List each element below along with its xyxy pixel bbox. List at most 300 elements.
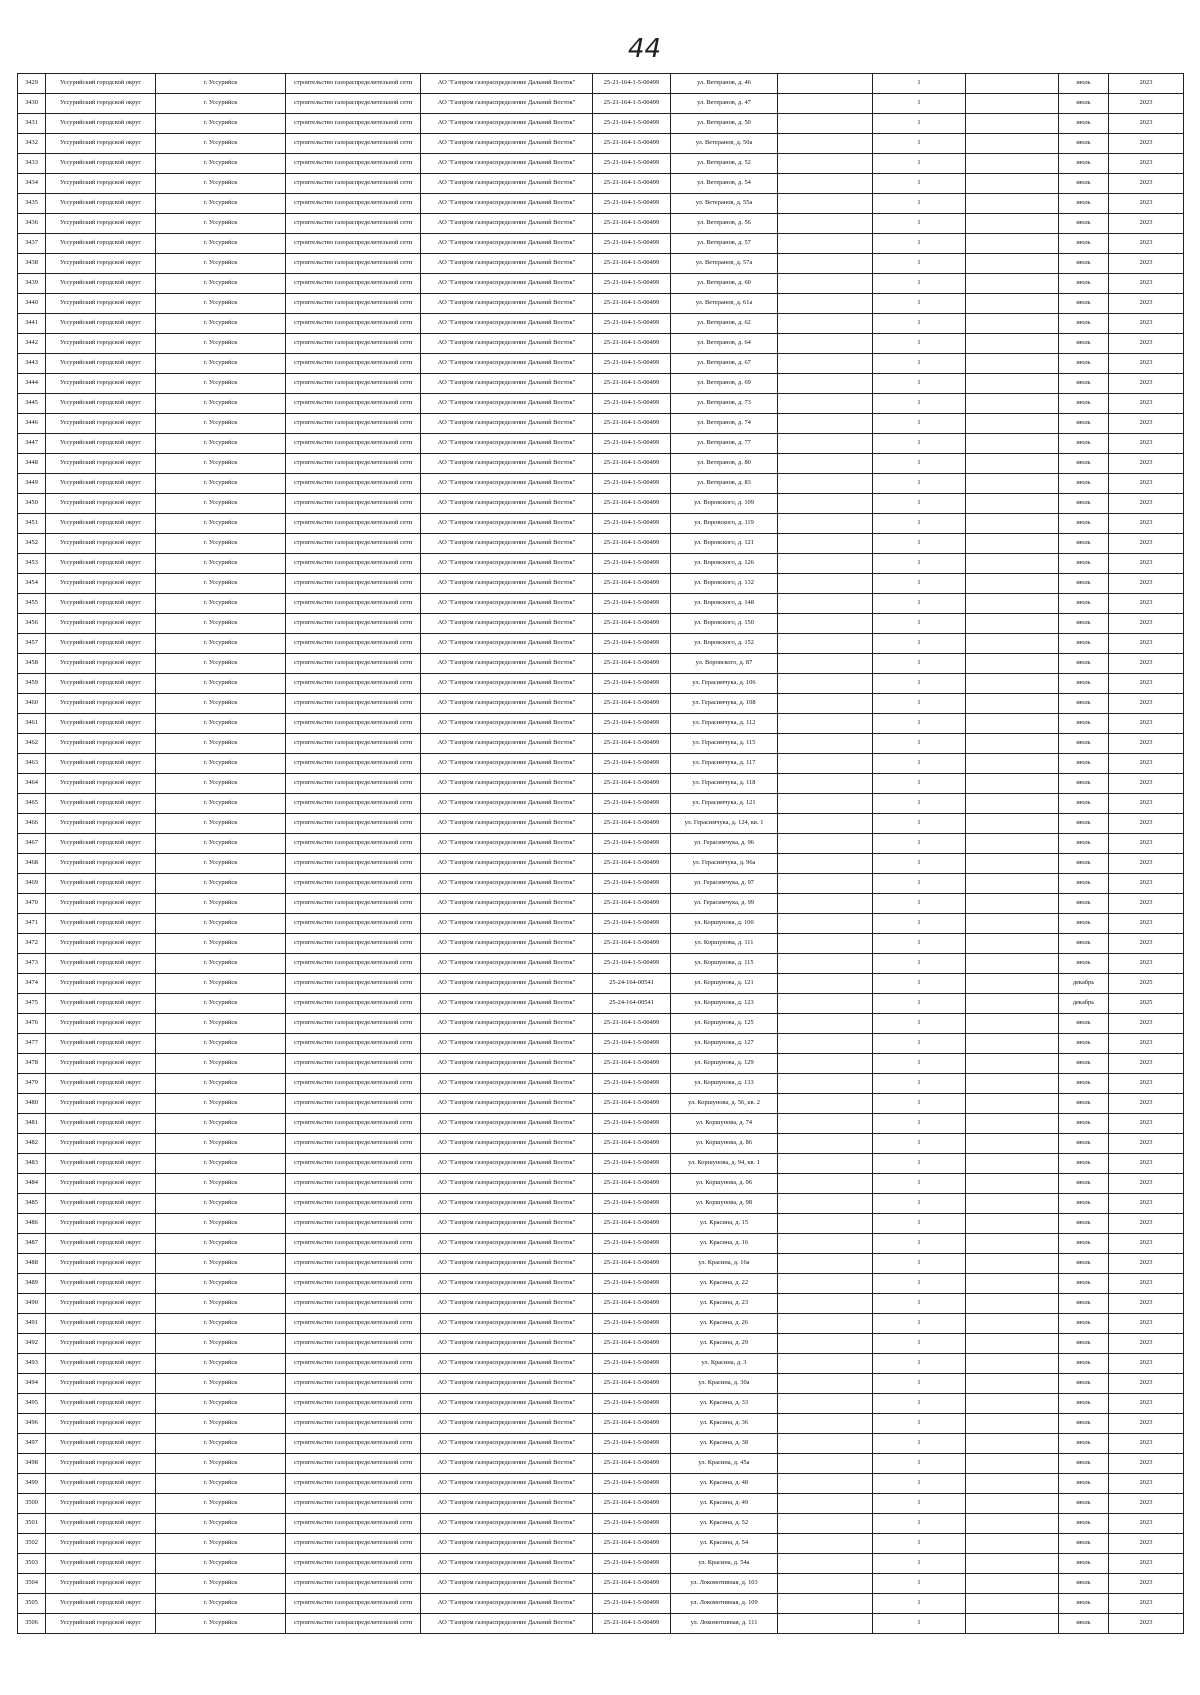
settlement-cell: г. Уссурийск <box>156 794 286 814</box>
settlement-cell: г. Уссурийск <box>156 594 286 614</box>
settlement-cell: г. Уссурийск <box>156 314 286 334</box>
address-cell: ул. Герасимчука, д. 112 <box>671 714 778 734</box>
organization-cell: АО "Газпром газораспределение Дальний Восток" <box>421 874 593 894</box>
settlement-cell: г. Уссурийск <box>156 114 286 134</box>
address-cell: ул. Красина, д. 49 <box>671 1494 778 1514</box>
month-cell: июль <box>1059 234 1109 254</box>
municipality-cell: Уссурийский городской округ <box>46 534 156 554</box>
settlement-cell: г. Уссурийск <box>156 494 286 514</box>
quantity-cell: 1 <box>873 894 966 914</box>
empty-column-cell <box>778 274 873 294</box>
permit-number-cell: 25-21-164-1-5-00499 <box>593 614 671 634</box>
empty-column-cell <box>966 314 1059 334</box>
work-type-cell: строительство газораспределительной сети <box>286 254 421 274</box>
month-cell: июль <box>1059 654 1109 674</box>
month-cell: июль <box>1059 754 1109 774</box>
empty-column-cell <box>966 754 1059 774</box>
table-row <box>18 1214 1184 1234</box>
page-number: 44 <box>628 34 662 64</box>
organization-cell: АО "Газпром газораспределение Дальний Восток" <box>421 634 593 654</box>
permit-number-cell: 25-21-164-1-5-00499 <box>593 1594 671 1614</box>
month-cell: июль <box>1059 1614 1109 1634</box>
organization-cell: АО "Газпром газораспределение Дальний Восток" <box>421 1114 593 1134</box>
empty-column-cell <box>778 234 873 254</box>
month-cell: июль <box>1059 174 1109 194</box>
organization-cell: АО "Газпром газораспределение Дальний Восток" <box>421 814 593 834</box>
work-type-cell: строительство газораспределительной сети <box>286 1394 421 1414</box>
table-row <box>18 654 1184 674</box>
address-cell: ул. Герасимчука, д. 124, кв. 1 <box>671 814 778 834</box>
organization-cell: АО "Газпром газораспределение Дальний Восток" <box>421 1194 593 1214</box>
empty-column-cell <box>778 674 873 694</box>
settlement-cell: г. Уссурийск <box>156 534 286 554</box>
month-cell: июль <box>1059 94 1109 114</box>
permit-number-cell: 25-21-164-1-5-00499 <box>593 254 671 274</box>
address-cell: ул. Ветеранов, д. 54 <box>671 174 778 194</box>
address-cell: ул. Герасимчука, д. 118 <box>671 774 778 794</box>
settlement-cell: г. Уссурийск <box>156 894 286 914</box>
settlement-cell: г. Уссурийск <box>156 394 286 414</box>
settlement-cell: г. Уссурийск <box>156 354 286 374</box>
settlement-cell: г. Уссурийск <box>156 694 286 714</box>
quantity-cell: 1 <box>873 474 966 494</box>
quantity-cell: 1 <box>873 134 966 154</box>
organization-cell: АО "Газпром газораспределение Дальний Восток" <box>421 1394 593 1414</box>
table-row <box>18 634 1184 654</box>
permit-number-cell: 25-21-164-1-5-00499 <box>593 1414 671 1434</box>
municipality-cell: Уссурийский городской округ <box>46 574 156 594</box>
row-number-cell: 3435 <box>18 194 46 214</box>
organization-cell: АО "Газпром газораспределение Дальний Восток" <box>421 1054 593 1074</box>
month-cell: июль <box>1059 254 1109 274</box>
work-type-cell: строительство газораспределительной сети <box>286 334 421 354</box>
year-cell: 2023 <box>1109 834 1184 854</box>
permit-number-cell: 25-21-164-1-5-00499 <box>593 794 671 814</box>
organization-cell: АО "Газпром газораспределение Дальний Восток" <box>421 534 593 554</box>
municipality-cell: Уссурийский городской округ <box>46 154 156 174</box>
organization-cell: АО "Газпром газораспределение Дальний Восток" <box>421 334 593 354</box>
settlement-cell: г. Уссурийск <box>156 814 286 834</box>
month-cell: июль <box>1059 574 1109 594</box>
row-number-cell: 3488 <box>18 1254 46 1274</box>
work-type-cell: строительство газораспределительной сети <box>286 294 421 314</box>
empty-column-cell <box>966 454 1059 474</box>
empty-column-cell <box>966 1534 1059 1554</box>
address-cell: ул. Воровского, д. 150 <box>671 614 778 634</box>
empty-column-cell <box>778 774 873 794</box>
table-row <box>18 454 1184 474</box>
address-cell: ул. Герасимчука, д. 117 <box>671 754 778 774</box>
municipality-cell: Уссурийский городской округ <box>46 434 156 454</box>
work-type-cell: строительство газораспределительной сети <box>286 954 421 974</box>
settlement-cell: г. Уссурийск <box>156 1094 286 1114</box>
table-row <box>18 1514 1184 1534</box>
municipality-cell: Уссурийский городской округ <box>46 294 156 314</box>
table-row <box>18 1374 1184 1394</box>
permit-number-cell: 25-21-164-1-5-00499 <box>593 1054 671 1074</box>
row-number-cell: 3461 <box>18 714 46 734</box>
empty-column-cell <box>966 534 1059 554</box>
work-type-cell: строительство газораспределительной сети <box>286 854 421 874</box>
work-type-cell: строительство газораспределительной сети <box>286 1134 421 1154</box>
organization-cell: АО "Газпром газораспределение Дальний Восток" <box>421 374 593 394</box>
year-cell: 2023 <box>1109 1374 1184 1394</box>
year-cell: 2023 <box>1109 134 1184 154</box>
quantity-cell: 1 <box>873 634 966 654</box>
year-cell: 2023 <box>1109 74 1184 94</box>
month-cell: июль <box>1059 794 1109 814</box>
quantity-cell: 1 <box>873 274 966 294</box>
month-cell: июль <box>1059 894 1109 914</box>
settlement-cell: г. Уссурийск <box>156 714 286 734</box>
month-cell: июль <box>1059 74 1109 94</box>
quantity-cell: 1 <box>873 374 966 394</box>
empty-column-cell <box>778 174 873 194</box>
table-row <box>18 1354 1184 1374</box>
month-cell: июль <box>1059 1174 1109 1194</box>
empty-column-cell <box>966 694 1059 714</box>
permit-number-cell: 25-24-164-00541 <box>593 994 671 1014</box>
row-number-cell: 3466 <box>18 814 46 834</box>
empty-column-cell <box>966 854 1059 874</box>
quantity-cell: 1 <box>873 534 966 554</box>
work-type-cell: строительство газораспределительной сети <box>286 1454 421 1474</box>
work-type-cell: строительство газораспределительной сети <box>286 374 421 394</box>
organization-cell: АО "Газпром газораспределение Дальний Восток" <box>421 1574 593 1594</box>
quantity-cell: 1 <box>873 734 966 754</box>
empty-column-cell <box>778 394 873 414</box>
settlement-cell: г. Уссурийск <box>156 1534 286 1554</box>
table-row <box>18 914 1184 934</box>
work-type-cell: строительство газораспределительной сети <box>286 434 421 454</box>
work-type-cell: строительство газораспределительной сети <box>286 1494 421 1514</box>
work-type-cell: строительство газораспределительной сети <box>286 314 421 334</box>
row-number-cell: 3450 <box>18 494 46 514</box>
organization-cell: АО "Газпром газораспределение Дальний Восток" <box>421 134 593 154</box>
table-row <box>18 934 1184 954</box>
empty-column-cell <box>778 834 873 854</box>
work-type-cell: строительство газораспределительной сети <box>286 1114 421 1134</box>
row-number-cell: 3451 <box>18 514 46 534</box>
table-row <box>18 1474 1184 1494</box>
organization-cell: АО "Газпром газораспределение Дальний Восток" <box>421 1454 593 1474</box>
organization-cell: АО "Газпром газораспределение Дальний Восток" <box>421 794 593 814</box>
municipality-cell: Уссурийский городской округ <box>46 654 156 674</box>
month-cell: июль <box>1059 1094 1109 1114</box>
address-cell: ул. Ветеранов, д. 52 <box>671 154 778 174</box>
table-row <box>18 414 1184 434</box>
table-row <box>18 314 1184 334</box>
organization-cell: АО "Газпром газораспределение Дальний Восток" <box>421 394 593 414</box>
empty-column-cell <box>966 1354 1059 1374</box>
quantity-cell: 1 <box>873 614 966 634</box>
year-cell: 2023 <box>1109 514 1184 534</box>
settlement-cell: г. Уссурийск <box>156 1294 286 1314</box>
row-number-cell: 3453 <box>18 554 46 574</box>
quantity-cell: 1 <box>873 1394 966 1414</box>
row-number-cell: 3484 <box>18 1174 46 1194</box>
organization-cell: АО "Газпром газораспределение Дальний Восток" <box>421 1134 593 1154</box>
row-number-cell: 3475 <box>18 994 46 1014</box>
work-type-cell: строительство газораспределительной сети <box>286 74 421 94</box>
organization-cell: АО "Газпром газораспределение Дальний Восток" <box>421 674 593 694</box>
municipality-cell: Уссурийский городской округ <box>46 794 156 814</box>
settlement-cell: г. Уссурийск <box>156 474 286 494</box>
year-cell: 2023 <box>1109 1234 1184 1254</box>
year-cell: 2023 <box>1109 1174 1184 1194</box>
permit-number-cell: 25-21-164-1-5-00499 <box>593 1134 671 1154</box>
municipality-cell: Уссурийский городской округ <box>46 474 156 494</box>
settlement-cell: г. Уссурийск <box>156 1054 286 1074</box>
organization-cell: АО "Газпром газораспределение Дальний Восток" <box>421 1294 593 1314</box>
organization-cell: АО "Газпром газораспределение Дальний Восток" <box>421 1274 593 1294</box>
address-cell: ул. Ветеранов, д. 64 <box>671 334 778 354</box>
municipality-cell: Уссурийский городской округ <box>46 274 156 294</box>
settlement-cell: г. Уссурийск <box>156 254 286 274</box>
month-cell: июль <box>1059 1374 1109 1394</box>
work-type-cell: строительство газораспределительной сети <box>286 1014 421 1034</box>
year-cell: 2023 <box>1109 1574 1184 1594</box>
year-cell: 2023 <box>1109 1254 1184 1274</box>
empty-column-cell <box>966 834 1059 854</box>
work-type-cell: строительство газораспределительной сети <box>286 514 421 534</box>
empty-column-cell <box>966 1194 1059 1214</box>
settlement-cell: г. Уссурийск <box>156 554 286 574</box>
address-cell: ул. Воровского, д. 119 <box>671 514 778 534</box>
settlement-cell: г. Уссурийск <box>156 1434 286 1454</box>
month-cell: июль <box>1059 874 1109 894</box>
municipality-cell: Уссурийский городской округ <box>46 994 156 1014</box>
year-cell: 2023 <box>1109 734 1184 754</box>
empty-column-cell <box>966 1374 1059 1394</box>
address-cell: ул. Красина, д. 38 <box>671 1434 778 1454</box>
empty-column-cell <box>966 1314 1059 1334</box>
work-type-cell: строительство газораспределительной сети <box>286 414 421 434</box>
permit-number-cell: 25-21-164-1-5-00499 <box>593 934 671 954</box>
organization-cell: АО "Газпром газораспределение Дальний Восток" <box>421 94 593 114</box>
year-cell: 2023 <box>1109 1134 1184 1154</box>
municipality-cell: Уссурийский городской округ <box>46 814 156 834</box>
empty-column-cell <box>966 1514 1059 1534</box>
address-cell: ул. Ветеранов, д. 56 <box>671 214 778 234</box>
empty-column-cell <box>966 474 1059 494</box>
organization-cell: АО "Газпром газораспределение Дальний Восток" <box>421 994 593 1014</box>
row-number-cell: 3469 <box>18 874 46 894</box>
organization-cell: АО "Газпром газораспределение Дальний Восток" <box>421 1334 593 1354</box>
address-cell: ул. Коршунова, д. 94, кв. 1 <box>671 1154 778 1174</box>
address-cell: ул. Красина, д. 22 <box>671 1274 778 1294</box>
settlement-cell: г. Уссурийск <box>156 1374 286 1394</box>
settlement-cell: г. Уссурийск <box>156 94 286 114</box>
municipality-cell: Уссурийский городской округ <box>46 174 156 194</box>
municipality-cell: Уссурийский городской округ <box>46 354 156 374</box>
year-cell: 2023 <box>1109 1274 1184 1294</box>
quantity-cell: 1 <box>873 834 966 854</box>
address-cell: ул. Ветеранов, д. 57 <box>671 234 778 254</box>
row-number-cell: 3464 <box>18 774 46 794</box>
quantity-cell: 1 <box>873 254 966 274</box>
row-number-cell: 3481 <box>18 1114 46 1134</box>
month-cell: июль <box>1059 594 1109 614</box>
permit-number-cell: 25-21-164-1-5-00499 <box>593 434 671 454</box>
work-type-cell: строительство газораспределительной сети <box>286 1094 421 1114</box>
empty-column-cell <box>966 874 1059 894</box>
empty-column-cell <box>966 194 1059 214</box>
work-type-cell: строительство газораспределительной сети <box>286 934 421 954</box>
permit-number-cell: 25-21-164-1-5-00499 <box>593 194 671 214</box>
empty-column-cell <box>966 634 1059 654</box>
row-number-cell: 3487 <box>18 1234 46 1254</box>
settlement-cell: г. Уссурийск <box>156 414 286 434</box>
year-cell: 2023 <box>1109 694 1184 714</box>
table-row <box>18 1454 1184 1474</box>
organization-cell: АО "Газпром газораспределение Дальний Восток" <box>421 1234 593 1254</box>
permit-number-cell: 25-21-164-1-5-00499 <box>593 534 671 554</box>
year-cell: 2023 <box>1109 1474 1184 1494</box>
organization-cell: АО "Газпром газораспределение Дальний Восток" <box>421 74 593 94</box>
month-cell: июль <box>1059 154 1109 174</box>
year-cell: 2023 <box>1109 194 1184 214</box>
address-cell: ул. Герасимчука, д. 121 <box>671 794 778 814</box>
empty-column-cell <box>778 414 873 434</box>
permit-number-cell: 25-21-164-1-5-00499 <box>593 74 671 94</box>
empty-column-cell <box>966 1334 1059 1354</box>
permit-number-cell: 25-21-164-1-5-00499 <box>593 314 671 334</box>
municipality-cell: Уссурийский городской округ <box>46 1154 156 1174</box>
address-cell: ул. Коршунова, д. 127 <box>671 1034 778 1054</box>
table-row <box>18 94 1184 114</box>
permit-number-cell: 25-21-164-1-5-00499 <box>593 294 671 314</box>
settlement-cell: г. Уссурийск <box>156 1594 286 1614</box>
work-type-cell: строительство газораспределительной сети <box>286 1054 421 1074</box>
permit-number-cell: 25-21-164-1-5-00499 <box>593 94 671 114</box>
quantity-cell: 1 <box>873 714 966 734</box>
municipality-cell: Уссурийский городской округ <box>46 494 156 514</box>
municipality-cell: Уссурийский городской округ <box>46 734 156 754</box>
address-cell: ул. Ветеранов, д. 77 <box>671 434 778 454</box>
empty-column-cell <box>778 1214 873 1234</box>
empty-column-cell <box>778 934 873 954</box>
row-number-cell: 3432 <box>18 134 46 154</box>
municipality-cell: Уссурийский городской округ <box>46 1574 156 1594</box>
empty-column-cell <box>778 794 873 814</box>
municipality-cell: Уссурийский городской округ <box>46 1194 156 1214</box>
year-cell: 2023 <box>1109 614 1184 634</box>
municipality-cell: Уссурийский городской округ <box>46 854 156 874</box>
empty-column-cell <box>778 254 873 274</box>
row-number-cell: 3431 <box>18 114 46 134</box>
month-cell: июль <box>1059 734 1109 754</box>
table-row <box>18 714 1184 734</box>
quantity-cell: 1 <box>873 1334 966 1354</box>
permit-number-cell: 25-24-164-00541 <box>593 974 671 994</box>
row-number-cell: 3506 <box>18 1614 46 1634</box>
quantity-cell: 1 <box>873 594 966 614</box>
address-cell: ул. Герасимчука, д. 115 <box>671 734 778 754</box>
year-cell: 2025 <box>1109 994 1184 1014</box>
empty-column-cell <box>778 1554 873 1574</box>
year-cell: 2023 <box>1109 214 1184 234</box>
settlement-cell: г. Уссурийск <box>156 1614 286 1634</box>
year-cell: 2023 <box>1109 1154 1184 1174</box>
empty-column-cell <box>966 1054 1059 1074</box>
table-row <box>18 1394 1184 1414</box>
year-cell: 2023 <box>1109 294 1184 314</box>
municipality-cell: Уссурийский городской округ <box>46 674 156 694</box>
work-type-cell: строительство газораспределительной сети <box>286 754 421 774</box>
empty-column-cell <box>778 594 873 614</box>
quantity-cell: 1 <box>873 1414 966 1434</box>
year-cell: 2023 <box>1109 1534 1184 1554</box>
row-number-cell: 3504 <box>18 1574 46 1594</box>
row-number-cell: 3470 <box>18 894 46 914</box>
month-cell: июль <box>1059 1034 1109 1054</box>
organization-cell: АО "Газпром газораспределение Дальний Восток" <box>421 594 593 614</box>
work-type-cell: строительство газораспределительной сети <box>286 1034 421 1054</box>
settlement-cell: г. Уссурийск <box>156 614 286 634</box>
address-cell: ул. Красина, д. 16 <box>671 1234 778 1254</box>
year-cell: 2023 <box>1109 1414 1184 1434</box>
municipality-cell: Уссурийский городской округ <box>46 934 156 954</box>
municipality-cell: Уссурийский городской округ <box>46 1074 156 1094</box>
table-row <box>18 854 1184 874</box>
address-cell: ул. Ветеранов, д. 80 <box>671 454 778 474</box>
permit-number-cell: 25-21-164-1-5-00499 <box>593 1074 671 1094</box>
permit-number-cell: 25-21-164-1-5-00499 <box>593 1574 671 1594</box>
empty-column-cell <box>778 494 873 514</box>
municipality-cell: Уссурийский городской округ <box>46 454 156 474</box>
row-number-cell: 3473 <box>18 954 46 974</box>
row-number-cell: 3479 <box>18 1074 46 1094</box>
quantity-cell: 1 <box>873 114 966 134</box>
address-cell: ул. Коршунова, д. 74 <box>671 1114 778 1134</box>
work-type-cell: строительство газораспределительной сети <box>286 354 421 374</box>
quantity-cell: 1 <box>873 654 966 674</box>
permit-number-cell: 25-21-164-1-5-00499 <box>593 1334 671 1354</box>
empty-column-cell <box>966 1574 1059 1594</box>
address-cell: ул. Локомотивная, д. 111 <box>671 1614 778 1634</box>
month-cell: июль <box>1059 1014 1109 1034</box>
work-type-cell: строительство газораспределительной сети <box>286 174 421 194</box>
row-number-cell: 3502 <box>18 1534 46 1554</box>
municipality-cell: Уссурийский городской округ <box>46 214 156 234</box>
organization-cell: АО "Газпром газораспределение Дальний Восток" <box>421 214 593 234</box>
year-cell: 2023 <box>1109 674 1184 694</box>
settlement-cell: г. Уссурийск <box>156 334 286 354</box>
organization-cell: АО "Газпром газораспределение Дальний Восток" <box>421 974 593 994</box>
empty-column-cell <box>966 294 1059 314</box>
empty-column-cell <box>966 414 1059 434</box>
empty-column-cell <box>966 174 1059 194</box>
row-number-cell: 3482 <box>18 1134 46 1154</box>
empty-column-cell <box>778 1434 873 1454</box>
permit-number-cell: 25-21-164-1-5-00499 <box>593 1434 671 1454</box>
permit-number-cell: 25-21-164-1-5-00499 <box>593 894 671 914</box>
settlement-cell: г. Уссурийск <box>156 854 286 874</box>
work-type-cell: строительство газораспределительной сети <box>286 554 421 574</box>
empty-column-cell <box>778 1094 873 1114</box>
municipality-cell: Уссурийский городской округ <box>46 194 156 214</box>
work-type-cell: строительство газораспределительной сети <box>286 734 421 754</box>
table-row <box>18 1074 1184 1094</box>
year-cell: 2023 <box>1109 714 1184 734</box>
empty-column-cell <box>778 354 873 374</box>
table-row <box>18 1594 1184 1614</box>
work-type-cell: строительство газораспределительной сети <box>286 1154 421 1174</box>
address-cell: ул. Коршунова, д. 96 <box>671 1174 778 1194</box>
quantity-cell: 1 <box>873 1234 966 1254</box>
empty-column-cell <box>778 1114 873 1134</box>
